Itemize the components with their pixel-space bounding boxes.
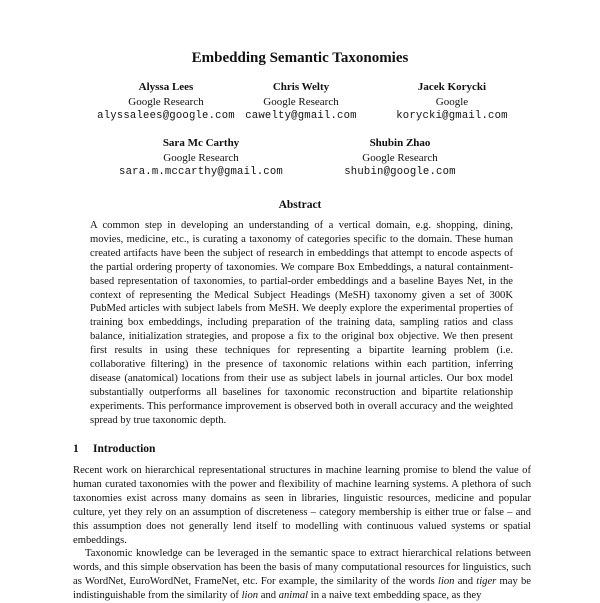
- text-span: may be indistinguishable from the similarity of: [73, 576, 531, 602]
- text-span: in a naive text embedding space, as they: [308, 590, 482, 602]
- text-span: and: [258, 590, 279, 602]
- author-name: Jacek Korycki: [417, 81, 487, 93]
- author-email[interactable]: cawelty@gmail.com: [245, 110, 357, 122]
- section-title: Introduction: [93, 443, 156, 455]
- section-heading: [73, 443, 155, 455]
- author-email[interactable]: shubin@google.com: [344, 166, 456, 178]
- text-span: Taxonomic knowledge can be leveraged in the semantic space to extract hierarchical relations between words, and this simple observation has been the basis of many computational resources for linguistics, such as WordNet, EuroWordNet, FrameNet, etc. For example, the similarity of the words: [73, 548, 531, 588]
- abstract-body: A common step in developing an understanding of a vertical domain, e.g. shopping, dining, movies, medicine, etc., is curating a taxonomy of categories specific to the domain. These human created artifacts have been the subject of research in embeddings that attempt to encode aspects of the partial ordering property of taxonomies. We compare Box Embeddings, a natural containment-based representation of taxonomies, to partial-order embeddings and a baseline Bayes Net, in the context of representing the Medical Subject Headings (MeSH) taxonomy given a set of 300K PubMed articles with subject labels from MeSH. We deeply explore the experimental properties of training box embeddings, including preparation of the training data, sampling ratios and class balance, initialization strategies, and propose a fix to the original box objective. We then present first results in using these techniques for representing a bipartite learning problem (i.e. collaborative filtering) in the presence of taxonomic relations within each partition, inferring disease (anatomical) locations from their use as subject labels in journal articles. Our box model substantially outperforms all baselines for taxonomic reconstruction and bipartite relationship experiments. This performance improvement is observed both in overall accuracy and the weighted spread by true taxonomic depth.: [90, 220, 513, 426]
- author-affiliation: Google: [435, 95, 469, 108]
- intro-body: [73, 464, 531, 603]
- italic-term: lion: [438, 576, 455, 588]
- text-span: and: [454, 576, 477, 588]
- section-number: 1: [73, 443, 79, 455]
- author-email[interactable]: sara.m.mccarthy@gmail.com: [119, 166, 283, 178]
- author-name: Chris Welty: [272, 81, 330, 93]
- author-name: Sara Mc Carthy: [162, 137, 240, 149]
- author-email[interactable]: alyssalees@google.com: [97, 110, 235, 122]
- author-email[interactable]: korycki@gmail.com: [396, 110, 508, 122]
- italic-term: lion: [241, 590, 259, 602]
- author-affiliation: Google Research: [128, 95, 204, 108]
- author-name: Shubin Zhao: [369, 137, 431, 149]
- author-affiliation: Google Research: [163, 151, 239, 164]
- author-name: Alyssa Lees: [138, 81, 194, 93]
- intro-paragraph: Recent work on hierarchical representational structures in machine learning promise to blend the value of human curated taxonomies with the power and flexibility of machine learning systems. A plethora of such taxonomies exist across many domains as seen in libraries, linguistic resources, medicine and popular culture, yet they rely on an assumption of discreteness – category membership is either true or false – and this assumption does not generally lend itself to modelling with continuous valued systems or spatial embeddings.: [73, 465, 531, 546]
- author-block: [300, 136, 500, 180]
- italic-term: tiger: [476, 576, 497, 588]
- author-block: [352, 80, 552, 124]
- intro-paragraph: [73, 547, 531, 603]
- abstract-heading: Abstract: [278, 199, 322, 211]
- italic-term: animal: [278, 590, 309, 602]
- author-affiliation: Google Research: [263, 95, 339, 108]
- author-block: [101, 136, 301, 180]
- author-affiliation: Google Research: [362, 151, 438, 164]
- paper-title: Embedding Semantic Taxonomies: [191, 50, 409, 66]
